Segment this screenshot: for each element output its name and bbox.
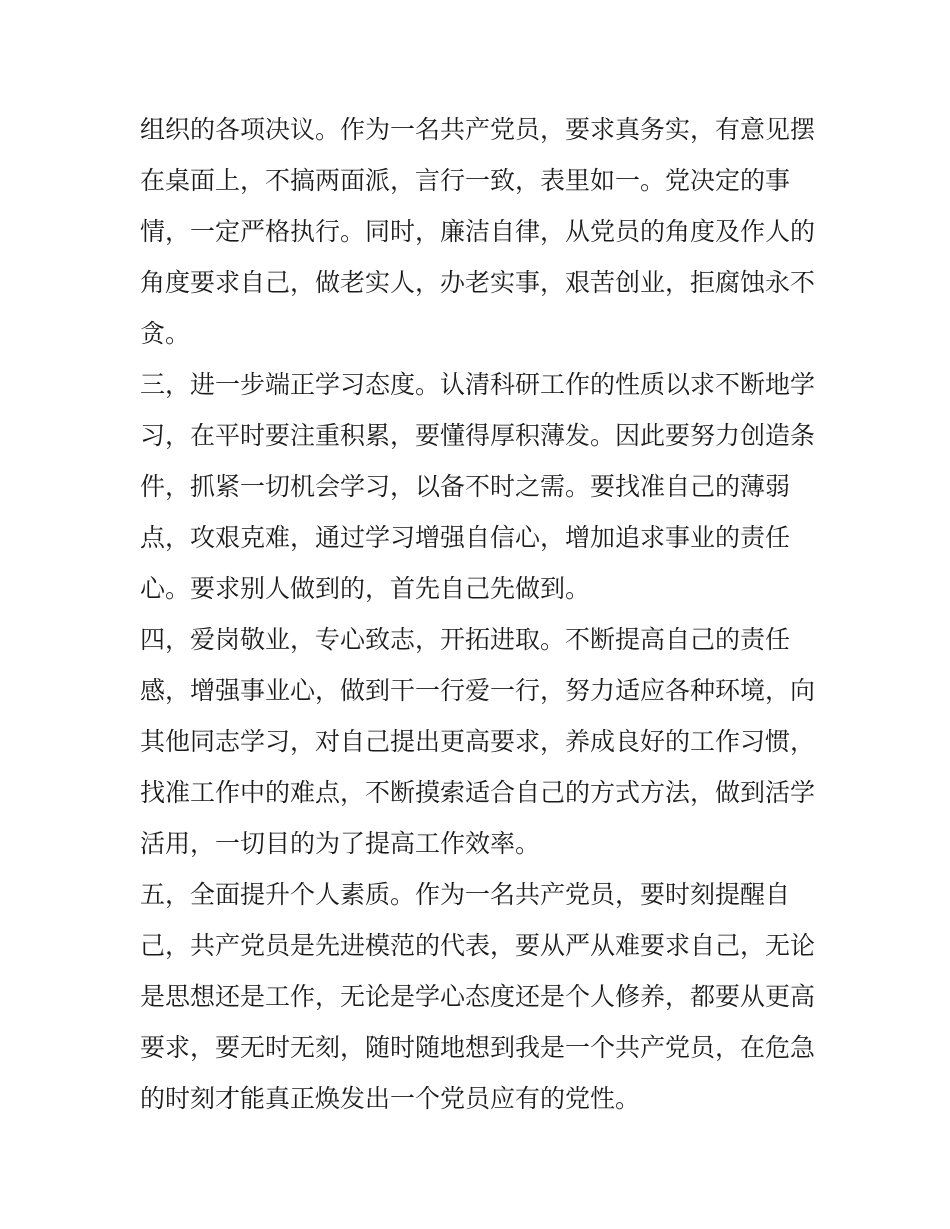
text-line: 习，在平时要注重积累，要懂得厚积薄发。因此要努力创造条 (140, 421, 816, 450)
text-line: 感，增强事业心，做到干一行爱一行，努力适应各种环境，向 (140, 676, 816, 705)
text-line: 组织的各项决议。作为一名共产党员，要求真务实，有意见摆 (140, 115, 816, 144)
text-line: 在桌面上，不搞两面派，言行一致，表里如一。党决定的事 (140, 166, 791, 195)
text-line: 件，抓紧一切机会学习，以备不时之需。要找准自己的薄弱 (140, 472, 791, 501)
text-line: 的时刻才能真正焕发出一个党员应有的党性。 (140, 1084, 641, 1113)
text-line: 点，攻艰克难，通过学习增强自信心，增加追求事业的责任 (140, 523, 791, 552)
document-body (140, 104, 820, 1124)
section-heading-line: 四，爱岗敬业，专心致志，开拓进取。不断提高自己的责任 (140, 625, 791, 654)
section-heading-line: 五，全面提升个人素质。作为一名共产党员，要时刻提醒自 (140, 880, 791, 909)
section-heading-line: 三，进一步端正学习态度。认清科研工作的性质以求不断地学 (140, 370, 816, 399)
text-line: 其他同志学习，对自己提出更高要求，养成良好的工作习惯， (140, 727, 816, 756)
text-line: 活用，一切目的为了提高工作效率。 (140, 829, 541, 858)
text-line: 要求，要无时无刻，随时随地想到我是一个共产党员，在危急 (140, 1033, 816, 1062)
text-line: 贪。 (140, 319, 191, 348)
text-line: 找准工作中的难点，不断摸索适合自己的方式方法，做到活学 (140, 778, 816, 807)
text-line: 是思想还是工作，无论是学心态度还是个人修养，都要从更高 (140, 982, 816, 1011)
text-line: 心。要求别人做到的，首先自己先做到。 (140, 574, 591, 603)
text-line: 己，共产党员是先进模范的代表，要从严从难要求自己，无论 (140, 931, 816, 960)
text-line: 情，一定严格执行。同时，廉洁自律，从党员的角度及作人的 (140, 217, 816, 246)
text-line: 角度要求自己，做老实人，办老实事，艰苦创业，拒腐蚀永不 (140, 268, 816, 297)
